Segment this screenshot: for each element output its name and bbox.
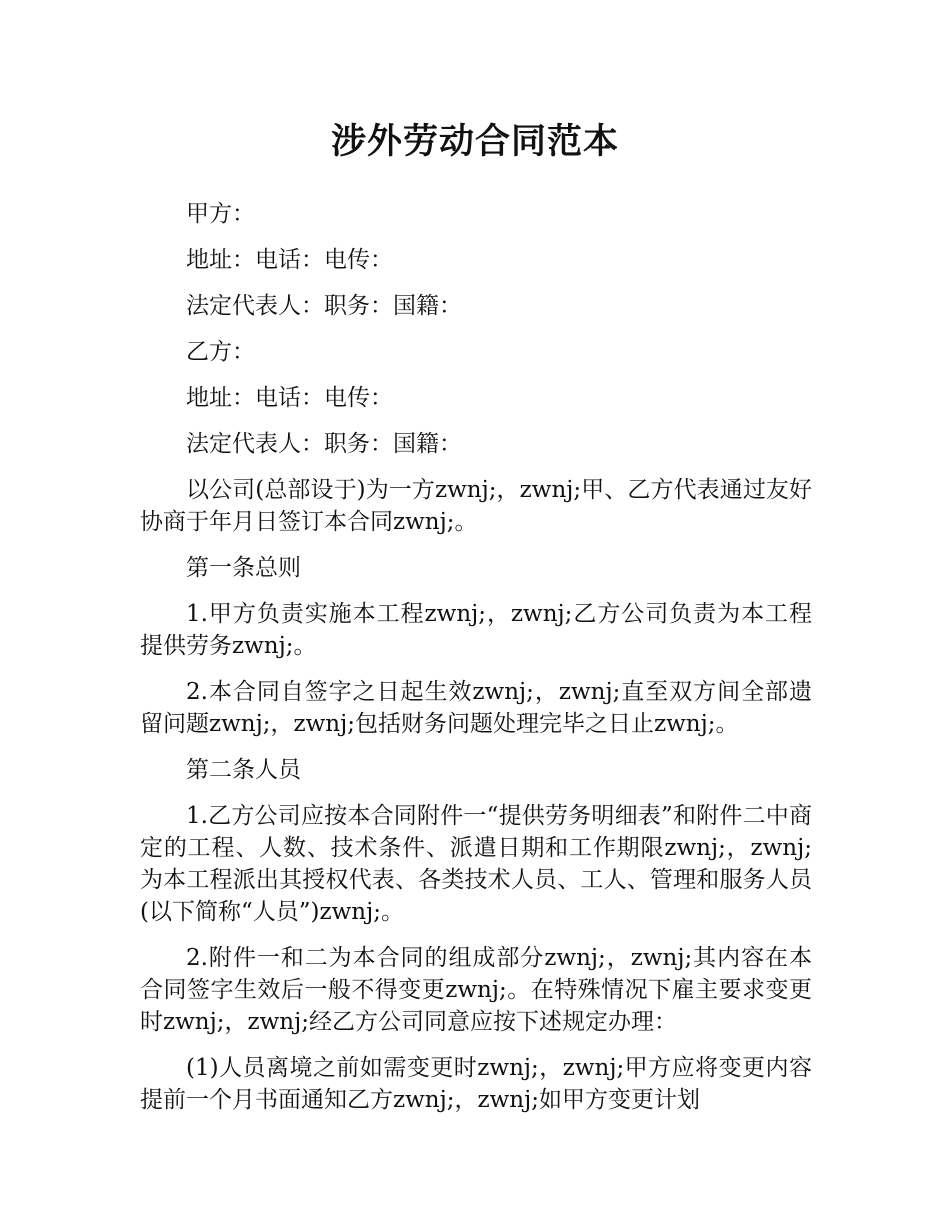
party-b-address-line: 地址：电话：电传： bbox=[186, 385, 393, 411]
party-a-representative-line: 法定代表人：职务：国籍： bbox=[186, 293, 462, 319]
article-1-clause-1: 1.甲方负责实施本工程zwnj;，zwnj;乙方公司负责为本工程提供劳务zwnj;。 bbox=[140, 601, 812, 659]
article-2-heading: 第二条人员 bbox=[186, 757, 301, 783]
article-2-clause-2-item-1: (1)人员离境之前如需变更时zwnj;，zwnj;甲方应将变更内容提前一个月书面通知乙方zwnj;，zwnj;如甲方变更计划 bbox=[140, 1055, 812, 1113]
article-1-clause-2: 2.本合同自签字之日起生效zwnj;，zwnj;直至双方间全部遗留问题zwnj;，zwnj;包括财务问题处理完毕之日止zwnj;。 bbox=[140, 679, 812, 737]
party-b-representative-line: 法定代表人：职务：国籍： bbox=[186, 431, 462, 457]
document-title: 涉外劳动合同范本 bbox=[330, 122, 619, 162]
party-a-address-line: 地址：电话：电传： bbox=[186, 247, 393, 273]
article-2-clause-2: 2.附件一和二为本合同的组成部分zwnj;，zwnj;其内容在本合同签字生效后一般不得变更zwnj;。在特殊情况下雇主要求变更时zwnj;，zwnj;经乙方公司同意应按下述规定办理： bbox=[140, 945, 812, 1035]
article-2-clause-1: 1.乙方公司应按本合同附件一“提供劳务明细表”和附件二中商定的工程、人数、技术条件、派遣日期和工作期限zwnj;，zwnj;为本工程派出其授权代表、各类技术人员、工人、管理和服务人员(以下简称“人员”)zwnj;。 bbox=[140, 803, 812, 925]
document-body bbox=[140, 198, 812, 1130]
party-b-line: 乙方： bbox=[186, 339, 255, 365]
preamble-paragraph: 以公司(总部设于)为一方zwnj;，zwnj;甲、乙方代表通过友好协商于年月日签订本合同zwnj;。 bbox=[140, 477, 812, 535]
article-1-heading: 第一条总则 bbox=[186, 555, 301, 581]
party-a-line: 甲方： bbox=[186, 201, 255, 227]
